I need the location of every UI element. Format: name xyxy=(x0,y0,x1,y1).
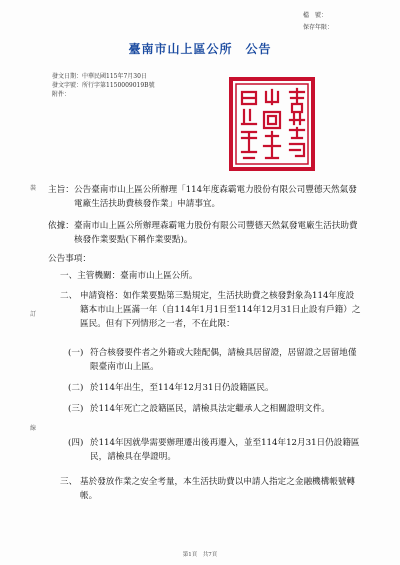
basis-text: 臺南市山上區公所辦理森霸電力股份有限公司豐德天然氣發電廠生活扶助費核發作業要點(下稱作業要點)。 xyxy=(74,221,358,245)
item-text: 申請資格：如作業要點第三點規定，生活扶助費之核發對象為114年度設籍本市山上區滿一年（自114年1月1日至114年12月31日止設有戶籍）之區民。但有下列情形之一者，不在此限： xyxy=(80,291,361,329)
item-number: 三、 xyxy=(60,477,78,487)
sub-item-text: 符合核發要件者之外籍或大陸配偶，請檢具居留證，居留證之居留地僅限臺南市山上區。 xyxy=(90,348,357,372)
notice-label: 公告事項： xyxy=(48,254,91,264)
item-text: 基於發放作業之安全考量，本生活扶助費以申請人指定之金融機構帳號轉帳。 xyxy=(80,477,356,501)
order-mark: 訂 xyxy=(30,311,37,318)
line-mark: 線 xyxy=(30,425,37,432)
sub-item-text: 於114年死亡之設籍區民，請檢具法定繼承人之相關證明文件。 xyxy=(90,404,330,414)
sub-item-number: (二) xyxy=(68,383,84,393)
item-number: 一、 xyxy=(60,271,78,281)
sub-item-number: (一) xyxy=(68,348,84,358)
official-seal-image xyxy=(228,76,316,172)
item-number: 二、 xyxy=(60,291,78,301)
retention-period-label: 保存年限： xyxy=(303,24,334,31)
basis-section xyxy=(48,219,364,247)
sub-item-number: (三) xyxy=(68,404,84,414)
subject-label: 主旨： xyxy=(48,185,74,195)
subject-section xyxy=(48,183,364,211)
subject-text: 公告臺南市山上區公所辦理「114年度森霸電力股份有限公司豐德天然氣發電廠生活扶助費核發作業」申請事宜。 xyxy=(74,185,357,209)
file-number-label: 檔 號： xyxy=(303,12,328,19)
sub-item-text: 於114年出生，至114年12月31日仍設籍區民。 xyxy=(90,383,274,393)
document-title: 臺南市山上區公所 公告 xyxy=(128,42,272,56)
sub-item-text: 於114年因就學需要辦理遷出後再遷入，並至114年12月31日仍設籍區民，請檢具在學證明。 xyxy=(90,438,360,462)
page-number: 第1頁 共7頁 xyxy=(182,552,218,558)
basis-label: 依據： xyxy=(48,221,74,231)
sub-item-number: (四) xyxy=(68,438,84,448)
item-text: 主管機關：臺南市山上區公所。 xyxy=(77,271,198,281)
binding-mark: 裝 xyxy=(30,185,37,192)
list-item xyxy=(60,269,360,283)
attachment-label: 附件： xyxy=(52,91,71,98)
document-number: 發文字號：所行字第1150009019B號 xyxy=(52,82,155,89)
issue-date: 發文日期：中華民國115年7月30日 xyxy=(52,73,147,80)
